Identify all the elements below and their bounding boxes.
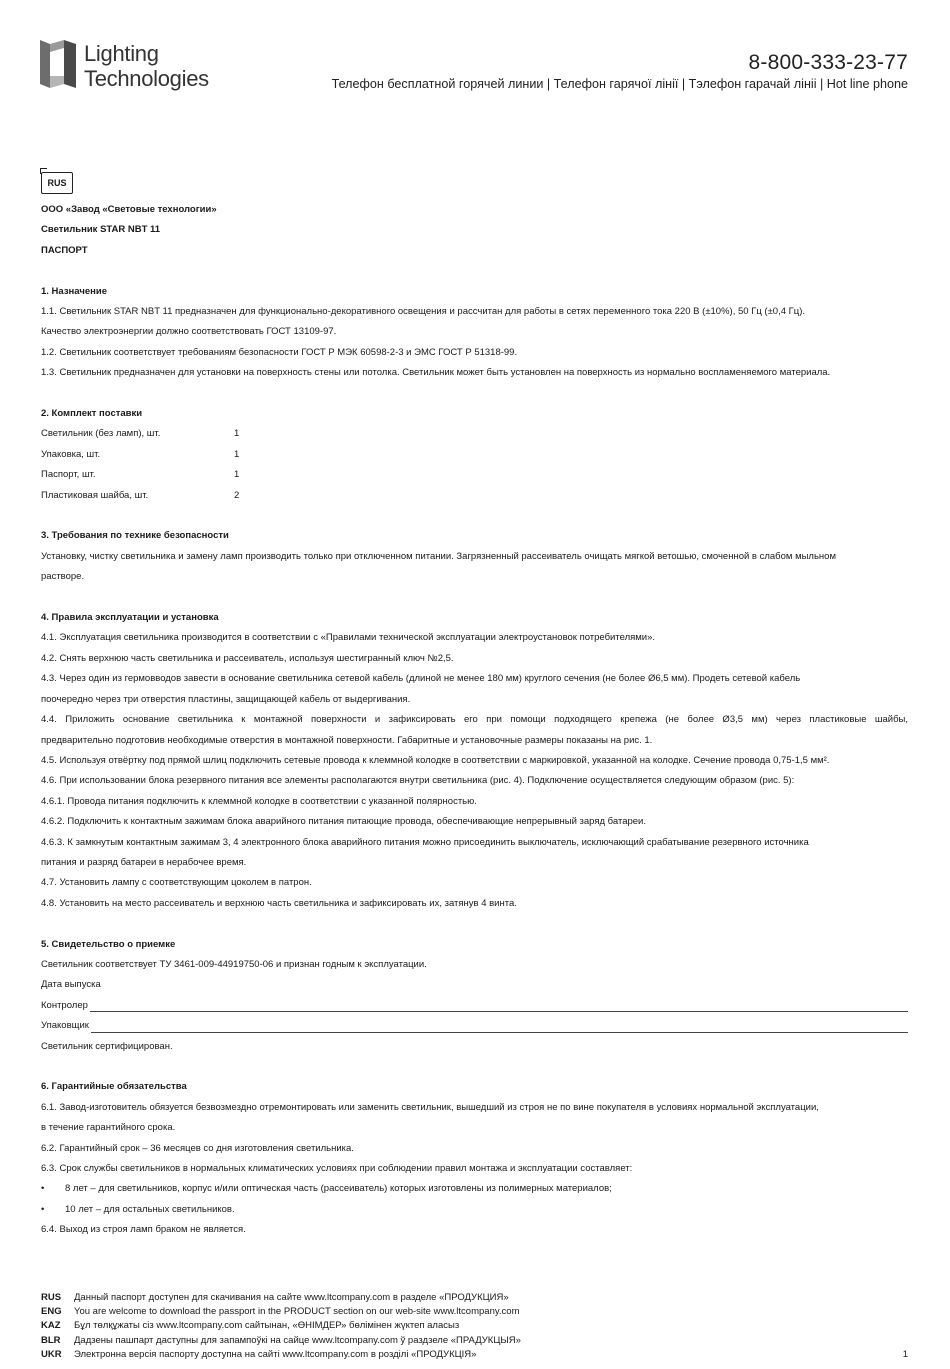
section-2-title: 2. Комплект поставки <box>41 408 143 420</box>
footer-row <box>41 1334 908 1348</box>
hotline-caption: Телефон бесплатной горячей линии | Телефон гарячої лінії | Тэлефон гарачай лініі | Hot line phone <box>331 77 908 91</box>
footer-text: You are welcome to download the passport in the PRODUCT section on our web-site www.ltcompany.com <box>74 1306 520 1318</box>
document-type: ПАСПОРТ <box>41 244 88 256</box>
product-name: Светильник STAR NBT 11 <box>41 224 161 236</box>
logo-text <box>84 41 209 91</box>
kit-item-name: Паспорт, шт. <box>41 469 96 481</box>
kit-row <box>41 465 908 485</box>
kit-item-name: Упаковка, шт. <box>41 448 101 460</box>
list-item <box>41 1179 908 1199</box>
language-code: BLR <box>41 1334 61 1346</box>
bullet-text: 10 лет – для остальных светильников. <box>65 1203 235 1215</box>
kit-item-name: Светильник (без ламп), шт. <box>41 428 161 440</box>
controller-signature-line <box>41 996 908 1016</box>
paragraph-1-1: 1.1. Светильник STAR NBT 11 предназначен для функционально-декоративного освещения и рассчитан для работы в сетях переменного тока 220 В (±10%), 50 Гц (±0,4 Гц). <box>41 306 806 318</box>
paragraph-6-1: 6.1. Завод-изготовитель обязуется безвозмездно отремонтировать или заменить светильник, вышедший из строя не по вине покупателя в условиях нормальной эксплуатации, <box>41 1101 819 1113</box>
section-1-title: 1. Назначение <box>41 285 107 297</box>
list-item <box>41 1200 908 1220</box>
paragraph-4-2: 4.2. Снять верхнюю часть светильника и рассеиватель, используя шестигранный ключ №2,5. <box>41 652 454 664</box>
footer-row <box>41 1291 908 1305</box>
footer-text: Бұл төлқұжаты сіз www.ltcompany.com сайтынан, «ӨНІМДЕР» бөлімінен жүктеп аласыз <box>74 1320 460 1332</box>
safety-text: Установку, чистку светильника и замену ламп производить только при отключенном питании. Загрязненный рассеиватель очищать мягкой ветошью, смоченной в слабом мыльном <box>41 550 836 562</box>
release-date-label: Дата выпуска <box>41 979 101 991</box>
paragraph-4-1: 4.1. Эксплуатация светильника производится в соответствии с «Правилами технической эксплуатации электроустановок потребителями». <box>41 632 656 644</box>
footer-text: Данный паспорт доступен для скачивания на сайте www.ltcompany.com в разделе «ПРОДУКЦИЯ» <box>74 1292 509 1303</box>
paragraph-4-4-cont: предварительно подготовив необходимые отверстия в монтажной поверхности. Габаритные и установочные размеры показаны на рис. 1. <box>41 734 653 746</box>
kit-item-qty: 1 <box>234 428 240 440</box>
paragraph-4-8: 4.8. Установить на место рассеиватель и верхнюю часть светильника и зафиксировать их, затянув 4 винта. <box>41 897 517 909</box>
company-name: ООО «Завод «Световые технологии» <box>41 204 217 215</box>
kit-row <box>41 486 908 506</box>
language-code: ENG <box>41 1306 62 1318</box>
kit-row <box>41 445 908 465</box>
page-header <box>0 0 950 110</box>
paragraph-4-7: 4.7. Установить лампу с соответствующим цоколем в патрон. <box>41 877 312 889</box>
footer-row <box>41 1319 908 1333</box>
bullet-icon: • <box>41 1183 45 1195</box>
safety-text-cont: растворе. <box>41 571 85 583</box>
paragraph-4-4: 4.4. Приложить основание светильника к монтажной поверхности и зафиксировать его при помощи подходящего крепежа (не более Ø3,5 мм) через пластиковые шайбы, <box>41 714 908 726</box>
bullet-text: 8 лет – для светильников, корпус и/или оптическая часть (рассеиватель) которых изготовлены из полимерных материалов; <box>65 1183 612 1195</box>
kit-item-qty: 1 <box>234 448 240 460</box>
kit-item-qty: 1 <box>234 469 240 481</box>
footer-row <box>41 1348 908 1362</box>
kit-item-name: Пластиковая шайба, шт. <box>41 489 149 501</box>
section-3-title: 3. Требования по технике безопасности <box>41 530 229 542</box>
paragraph-6-1-cont: в течение гарантийного срока. <box>41 1122 176 1134</box>
logo-line-1: Lighting <box>84 41 159 66</box>
section-6-title: 6. Гарантийные обязательства <box>41 1081 187 1093</box>
paragraph-4-3: 4.3. Через один из гермовводов завести в основание светильника сетевой кабель (длиной не менее 180 мм) круглого сечения (не более Ø6,5 мм). Продеть сетевой кабель <box>41 673 801 685</box>
passport-body <box>41 172 908 1241</box>
download-notice <box>41 1291 908 1362</box>
paragraph-1-1-cont: Качество электроэнергии должно соответствовать ГОСТ 13109-97. <box>41 326 337 338</box>
packer-signature-line <box>41 1016 908 1036</box>
paragraph-1-3: 1.3. Светильник предназначен для установки на поверхность стены или потолка. Светильник может быть установлен на поверхность из нормально воспламеняемого материала. <box>41 367 831 379</box>
language-code: UKR <box>41 1348 62 1360</box>
paragraph-4-6-1: 4.6.1. Провода питания подключить к клеммной колодке в соответствии с указанной полярностью. <box>41 795 477 807</box>
section-4-title: 4. Правила эксплуатации и установка <box>41 612 219 624</box>
paragraph-4-6-3-cont: питания и разряд батареи в нерабочее время. <box>41 856 247 868</box>
paragraph-4-6: 4.6. При использовании блока резервного питания все элементы располагаются внутри светильника (рис. 4). Подключение осуществляется следующим образом (рис. 5): <box>41 775 795 787</box>
hotline-phone: 8-800-333-23-77 <box>748 51 908 74</box>
kit-item-qty: 2 <box>234 489 240 501</box>
acceptance-text: Светильник соответствует ТУ 3461-009-44919750-06 и признан годным к эксплуатации. <box>41 958 427 970</box>
paragraph-4-6-2: 4.6.2. Подключить к контактным зажимам блока аварийного питания питающие провода, обеспечивающие непрерывный заряд батареи. <box>41 816 646 828</box>
bullet-icon: • <box>41 1203 45 1215</box>
paragraph-4-3-cont: поочередно через три отверстия пластины, защищающей кабель от выдергивания. <box>41 693 411 705</box>
language-code: KAZ <box>41 1320 61 1332</box>
page-number: 1 <box>902 1349 908 1360</box>
company-logo <box>40 40 240 96</box>
paragraph-4-5: 4.5. Используя отвёртку под прямой шлиц подключить сетевые провода к клеммной колодке в соответствии с маркировкой, указанной на колодке. Сечение провода 0,75-1,5 мм². <box>41 754 830 766</box>
kit-row <box>41 424 908 444</box>
paragraph-1-2: 1.2. Светильник соответствует требованиям безопасности ГОСТ Р МЭК 60598-2-3 и ЭМС ГОСТ Р 51318-99. <box>41 346 518 358</box>
paragraph-6-3: 6.3. Срок службы светильников в нормальных климатических условиях при соблюдении правил монтажа и эксплуатации составляет: <box>41 1163 633 1174</box>
packer-label: Упаковщик <box>41 1020 89 1032</box>
paragraph-6-4: 6.4. Выход из строя ламп браком не является. <box>41 1224 246 1236</box>
controller-label: Контролер <box>41 999 88 1011</box>
certified-text: Светильник сертифицирован. <box>41 1040 173 1052</box>
paragraph-4-6-3: 4.6.3. К замкнутым контактным зажимам 3, 4 электронного блока аварийного питания можно присоединить выключатель, исключающий срабатывание резервного источника <box>41 836 809 848</box>
logo-line-2: Technologies <box>84 66 209 91</box>
footer-row <box>41 1305 908 1319</box>
paragraph-6-2: 6.2. Гарантийный срок – 36 месяцев со дня изготовления светильника. <box>41 1142 354 1154</box>
language-code: RUS <box>41 1292 62 1303</box>
footer-text: Электронна версія паспорту доступна на сайті www.ltcompany.com в розділі «ПРОДУКЦІЯ» <box>74 1348 477 1360</box>
footer-text: Дадзены пашпарт даступны для запампоўкі на сайце www.ltcompany.com ў раздзеле «ПРАДУКЦЫЯ» <box>74 1334 521 1346</box>
section-5-title: 5. Свидетельство о приемке <box>41 938 176 950</box>
logo-mark-icon <box>40 40 76 88</box>
language-badge: RUS <box>41 172 73 194</box>
